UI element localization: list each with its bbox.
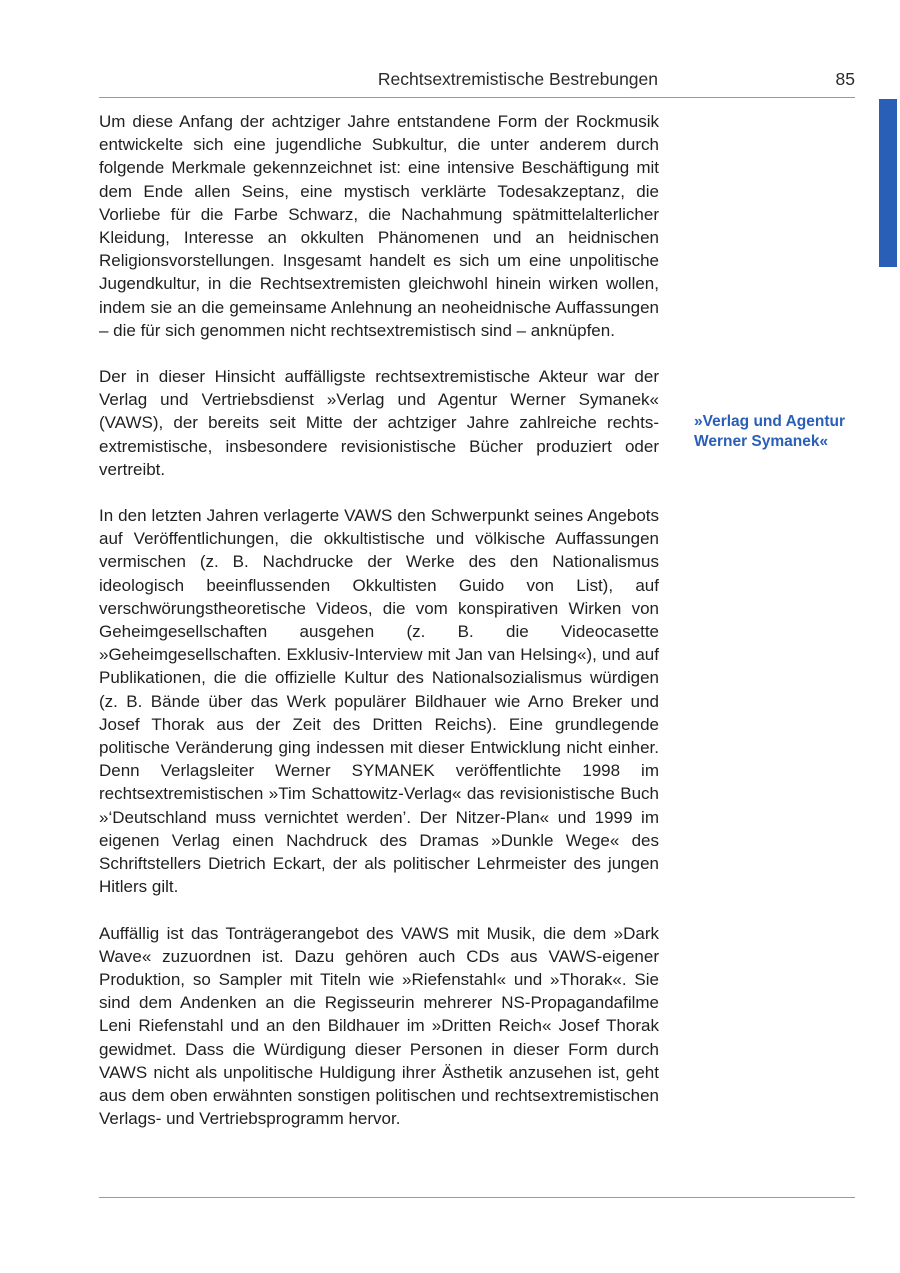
main-text-column <box>99 110 659 1153</box>
running-header-title: Rechtsextremistische Bestrebungen <box>377 69 658 89</box>
paragraph-1: Um diese Anfang der achtziger Jahre entstandene Form der Rockmusik entwickelte sich eine jugendliche Subkultur, die unter anderem durch folgende Merkmale gekennzeichnet ist: eine intensive Beschäftigung mit dem Ende allen Seins, eine mystisch verklärte Todesakzeptanz, die Vorliebe für die Farbe Schwarz, die Nachahmung spätmittelalterlicher Kleidung, Interesse an okkulten Phänomenen und an heidnischen Religionsvorstellungen. Insgesamt handelt es sich um eine unpolitische Jugendkultur, in die Rechtsextremisten gleichwohl hinein wirken wollen, indem sie an die gemeinsame Anlehnung an neoheidnische Auffassungen – die für sich genommen nicht rechtsextremistisch sind – anknüpfen. <box>99 112 659 340</box>
page-number: 85 <box>835 69 855 89</box>
chapter-thumb-tab <box>879 99 897 267</box>
footer-divider <box>99 1197 855 1198</box>
paragraph-3: In den letzten Jahren verlagerte VAWS den Schwerpunkt seines Angebots auf Veröffentlichungen, die okkultistische und völkische Auffassungen vermischen (z. B. Nachdrucke der Werke des den Nationalismus ideologisch beeinflussenden Okkultisten Guido von List), auf verschwörungstheoretische Videos, die vom konspirativen Wirken von Geheimgesellschaften ausgehen (z. B. die Videocasette »Geheimgesellschaften. Exklusiv-Interview mit Jan van Helsing«), und auf Publikationen, die die offizielle Kultur des Nationalsozialismus würdigen (z. B. Bände über das Werk populärer Bildhauer wie Arno Breker und Josef Thorak aus der Zeit des Dritten Reichs). Eine grundlegende politische Veränderung ging indessen mit dieser Entwicklung nicht einher. Denn Verlagsleiter Werner SYMANEK veröffentlichte 1998 im rechtsextremistischen »Tim Schattowitz-Verlag« das revisionistische Buch »‘Deutschland muss vernichtet werden’. Der Nitzer-Plan« und 1999 im eigenen Verlag einen Nachdruck des Dramas »Dunkle Wege« des Schriftstellers Dietrich Eckart, der als politischer Lehrmeister des jungen Hitlers gilt. <box>99 506 659 897</box>
paragraph-4: Auffällig ist das Tonträgerangebot des VAWS mit Musik, die dem »Dark Wave« zuzuordnen ist. Dazu gehören auch CDs aus VAWS-eigener Produktion, so Sampler mit Titeln wie »Riefenstahl« und »Thorak«. Sie sind dem Andenken an die Regisseurin mehrerer NS-Propagandafilme Leni Riefenstahl und an den Bildhauer im »Dritten Reich« Josef Thorak gewidmet. Dass die Würdigung dieser Personen in dieser Form durch VAWS nicht als unpolitische Huldigung ihrer Ästhetik anzusehen ist, geht aus dem oben erwähnten sonstigen politischen und rechtsextremistischen Verlags- und Vertriebsprogramm hervor. <box>99 923 659 1129</box>
header-divider <box>99 97 855 98</box>
paragraph-2: Der in dieser Hinsicht auffälligste rechtsextremistische Akteur war der Verlag und Vertriebsdienst »Verlag und Agentur Werner Symanek« (VAWS), der bereits seit Mitte der achtziger Jahre zahlreiche rechtsextremistische, insbesondere revisionistische Bücher produziert oder vertreibt. <box>99 367 659 479</box>
marginal-note: »Verlag und Agentur Werner Symanek« <box>694 413 846 450</box>
